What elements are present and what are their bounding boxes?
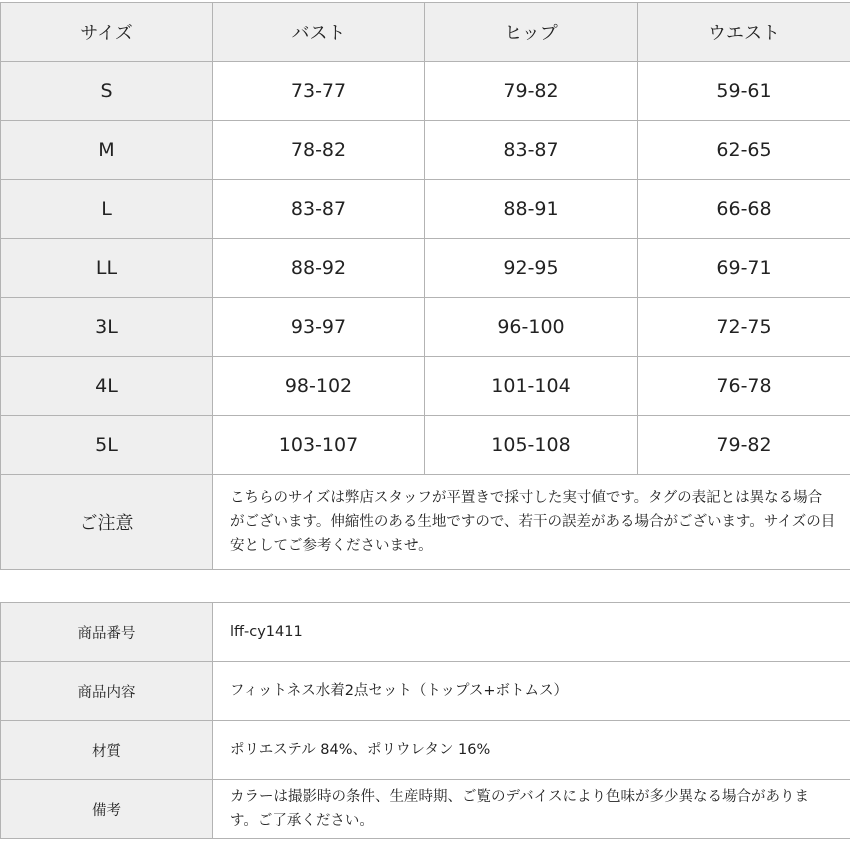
size-label: 5L xyxy=(1,416,213,475)
remarks-value: カラーは撮影時の条件、生産時期、ご覧のデバイスにより色味が多少異なる場合があります。ご了承ください。 xyxy=(213,780,850,839)
bust-value: 73-77 xyxy=(213,62,425,121)
waist-value: 66-68 xyxy=(638,180,850,239)
product-code-value: lff-cy1411 xyxy=(213,603,850,662)
material-row xyxy=(1,721,850,780)
waist-value: 69-71 xyxy=(638,239,850,298)
size-label: 4L xyxy=(1,357,213,416)
header-bust: バスト xyxy=(213,3,425,62)
table-row xyxy=(1,62,850,121)
product-code-row xyxy=(1,603,850,662)
table-row xyxy=(1,180,850,239)
header-waist: ウエスト xyxy=(638,3,850,62)
bust-value: 78-82 xyxy=(213,121,425,180)
remarks-row xyxy=(1,780,850,839)
product-code-label: 商品番号 xyxy=(1,603,213,662)
note-text: こちらのサイズは弊店スタッフが平置きで採寸した実寸値です。タグの表記とは異なる場合がございます。伸縮性のある生地ですので、若干の誤差がある場合がございます。サイズの目安としてご参考くださいませ。 xyxy=(213,475,850,570)
hip-value: 79-82 xyxy=(425,62,638,121)
hip-value: 83-87 xyxy=(425,121,638,180)
header-size: サイズ xyxy=(1,3,213,62)
table-row xyxy=(1,298,850,357)
table-row xyxy=(1,239,850,298)
product-contents-value: フィットネス水着2点セット（トップス+ボトムス） xyxy=(213,662,850,721)
product-info-table xyxy=(0,602,850,839)
size-chart-header-row xyxy=(1,3,850,62)
bust-value: 88-92 xyxy=(213,239,425,298)
table-row xyxy=(1,357,850,416)
size-label: LL xyxy=(1,239,213,298)
note-row xyxy=(1,475,850,570)
waist-value: 62-65 xyxy=(638,121,850,180)
size-chart-table xyxy=(0,2,850,570)
bust-value: 98-102 xyxy=(213,357,425,416)
size-label: L xyxy=(1,180,213,239)
remarks-label: 備考 xyxy=(1,780,213,839)
hip-value: 92-95 xyxy=(425,239,638,298)
bust-value: 93-97 xyxy=(213,298,425,357)
size-label: M xyxy=(1,121,213,180)
material-label: 材質 xyxy=(1,721,213,780)
material-value: ポリエステル 84%、ポリウレタン 16% xyxy=(213,721,850,780)
hip-value: 96-100 xyxy=(425,298,638,357)
header-hip: ヒップ xyxy=(425,3,638,62)
hip-value: 88-91 xyxy=(425,180,638,239)
note-label: ご注意 xyxy=(1,475,213,570)
product-contents-label: 商品内容 xyxy=(1,662,213,721)
size-label: 3L xyxy=(1,298,213,357)
size-label: S xyxy=(1,62,213,121)
hip-value: 105-108 xyxy=(425,416,638,475)
table-row xyxy=(1,416,850,475)
hip-value: 101-104 xyxy=(425,357,638,416)
bust-value: 83-87 xyxy=(213,180,425,239)
waist-value: 76-78 xyxy=(638,357,850,416)
waist-value: 59-61 xyxy=(638,62,850,121)
waist-value: 79-82 xyxy=(638,416,850,475)
table-row xyxy=(1,121,850,180)
waist-value: 72-75 xyxy=(638,298,850,357)
bust-value: 103-107 xyxy=(213,416,425,475)
product-contents-row xyxy=(1,662,850,721)
